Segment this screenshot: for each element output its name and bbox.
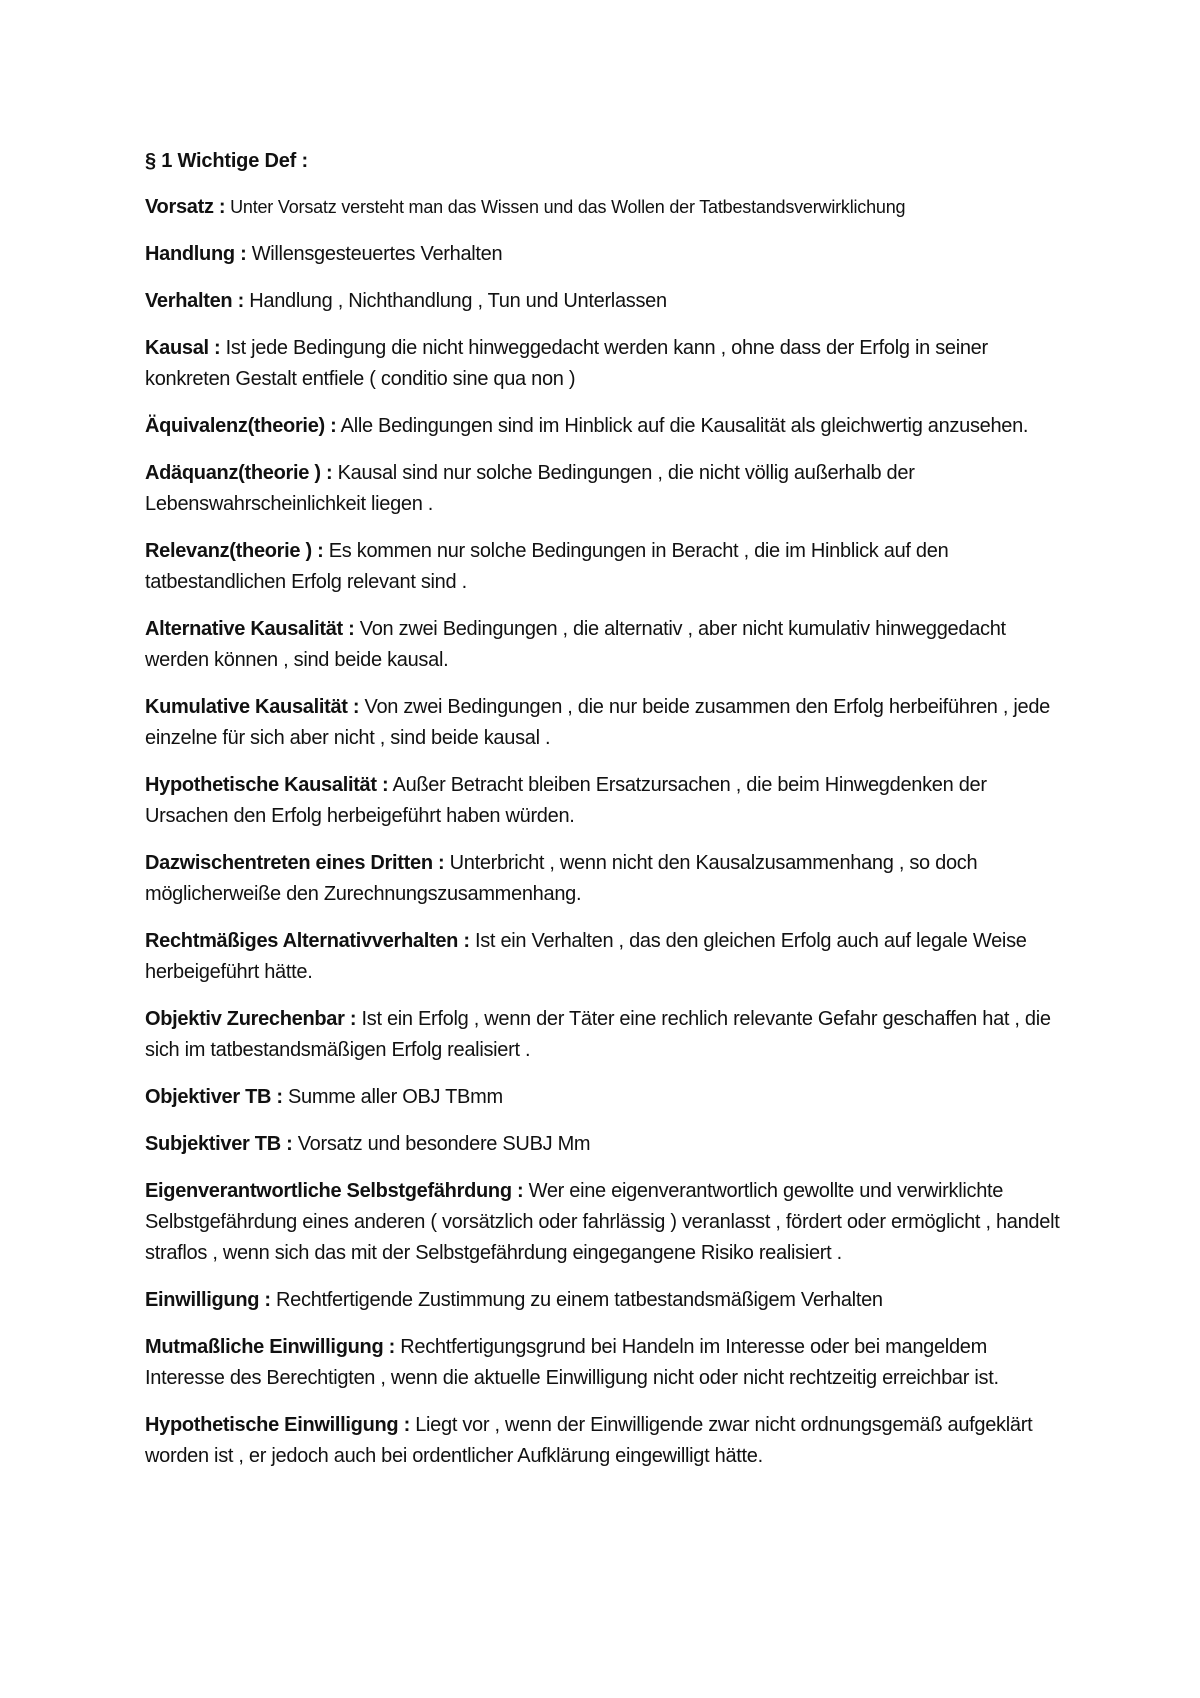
definition-entry (145, 614, 1065, 676)
definition-entry (145, 1410, 1065, 1472)
definition-entry (145, 1176, 1065, 1269)
definition-text: Von zwei Bedingungen , die alternativ , aber nicht kumulativ hinweggedacht werden können , sind beide kausal. (145, 618, 1006, 671)
definition-text: Außer Betracht bleiben Ersatzursachen , die beim Hinwegdenken der Ursachen den Erfolg herbeigeführt haben würden. (145, 774, 987, 827)
definition-text: Ist ein Verhalten , das den gleichen Erfolg auch auf legale Weise herbeigeführt hätte. (145, 930, 1027, 983)
definition-term: Hypothetische Einwilligung : (145, 1414, 410, 1436)
definition-term: Rechtmäßiges Alternativverhalten : (145, 930, 470, 952)
definition-text: Ist ein Erfolg , wenn der Täter eine rechlich relevante Gefahr geschaffen hat , die sich im tatbestandsmäßigen Erfolg realisiert . (145, 1008, 1051, 1061)
document-page (145, 146, 1065, 1488)
definition-term: Eigenverantwortliche Selbstgefährdung : (145, 1180, 524, 1202)
definition-entry (145, 239, 1065, 270)
definition-term: Adäquanz(theorie ) : (145, 462, 333, 484)
definition-term: Alternative Kausalität : (145, 618, 355, 640)
definition-entry (145, 1332, 1065, 1394)
definition-text: Unterbricht , wenn nicht den Kausalzusammenhang , so doch möglicherweiße den Zurechnungszusammenhang. (145, 852, 978, 905)
definition-term: Mutmaßliche Einwilligung : (145, 1336, 395, 1358)
definition-entry (145, 286, 1065, 317)
definition-term: Dazwischentreten eines Dritten : (145, 852, 445, 874)
definition-text: Vorsatz und besondere SUBJ Mm (292, 1133, 591, 1155)
definition-entry (145, 536, 1065, 598)
definition-entry (145, 192, 1065, 223)
definition-text: Es kommen nur solche Bedingungen in Beracht , die im Hinblick auf den tatbestandlichen Erfolg relevant sind . (145, 540, 949, 593)
definition-term: Äquivalenz(theorie) : (145, 415, 337, 437)
definition-text: Handlung , Nichthandlung , Tun und Unterlassen (243, 290, 667, 312)
definition-term: Handlung : (145, 243, 247, 265)
definition-text: Liegt vor , wenn der Einwilligende zwar nicht ordnungsgemäß aufgeklärt worden ist , er jedoch auch bei ordentlicher Aufklärung eingewilligt hätte. (145, 1414, 1033, 1467)
definition-entry (145, 848, 1065, 910)
definition-entry (145, 770, 1065, 832)
definition-term: Hypothetische Kausalität : (145, 774, 389, 796)
definition-entry (145, 1004, 1065, 1066)
definition-term: Objektiver TB : (145, 1086, 283, 1108)
definition-entry (145, 333, 1065, 395)
definition-term: Relevanz(theorie ) : (145, 540, 324, 562)
definition-term: Subjektiver TB : (145, 1133, 293, 1155)
definition-term: Kumulative Kausalität : (145, 696, 360, 718)
definition-text: Alle Bedingungen sind im Hinblick auf die Kausalität als gleichwertig anzusehen. (336, 415, 1029, 437)
definition-entry (145, 458, 1065, 520)
definition-text: Unter Vorsatz versteht man das Wissen und das Wollen der Tatbestandsverwirklichung (225, 197, 906, 217)
definition-text: Wer eine eigenverantwortlich gewollte und verwirklichte Selbstgefährdung eines anderen ( vorsätzlich oder fahrlässig ) veranlasst , fördert oder ermöglicht , handelt straflos , wenn sich das mit der Selbstgefährdung eingegangene Risiko realisiert . (145, 1180, 1060, 1264)
definition-entry (145, 411, 1065, 442)
definition-term: Vorsatz : (145, 196, 226, 218)
definition-text: Summe aller OBJ TBmm (282, 1086, 503, 1108)
definition-text: Kausal sind nur solche Bedingungen , die nicht völlig außerhalb der Lebenswahrscheinlichkeit liegen . (145, 462, 915, 515)
definition-text: Von zwei Bedingungen , die nur beide zusammen den Erfolg herbeiführen , jede einzelne für sich aber nicht , sind beide kausal . (145, 696, 1050, 749)
definition-entry (145, 692, 1065, 754)
definition-entry (145, 926, 1065, 988)
definition-entry (145, 1129, 1065, 1160)
definition-term: Einwilligung : (145, 1289, 271, 1311)
definition-entry (145, 1285, 1065, 1316)
definition-text: Willensgesteuertes Verhalten (246, 243, 503, 265)
definition-term: Objektiv Zurechenbar : (145, 1008, 357, 1030)
definition-text: Ist jede Bedingung die nicht hinweggedacht werden kann , ohne dass der Erfolg in seiner konkreten Gestalt entfiele ( conditio sine qua non ) (145, 337, 988, 390)
section-heading: § 1 Wichtige Def : (145, 150, 308, 172)
definition-text: Rechtfertigende Zustimmung zu einem tatbestandsmäßigem Verhalten (270, 1289, 883, 1311)
definition-term: Verhalten : (145, 290, 244, 312)
definition-entry (145, 1082, 1065, 1113)
definition-term: Kausal : (145, 337, 221, 359)
definition-text: Rechtfertigungsgrund bei Handeln im Interesse oder bei mangeldem Interesse des Berechtigten , wenn die aktuelle Einwilligung nicht oder nicht rechtzeitig erreichbar ist. (145, 1336, 999, 1389)
